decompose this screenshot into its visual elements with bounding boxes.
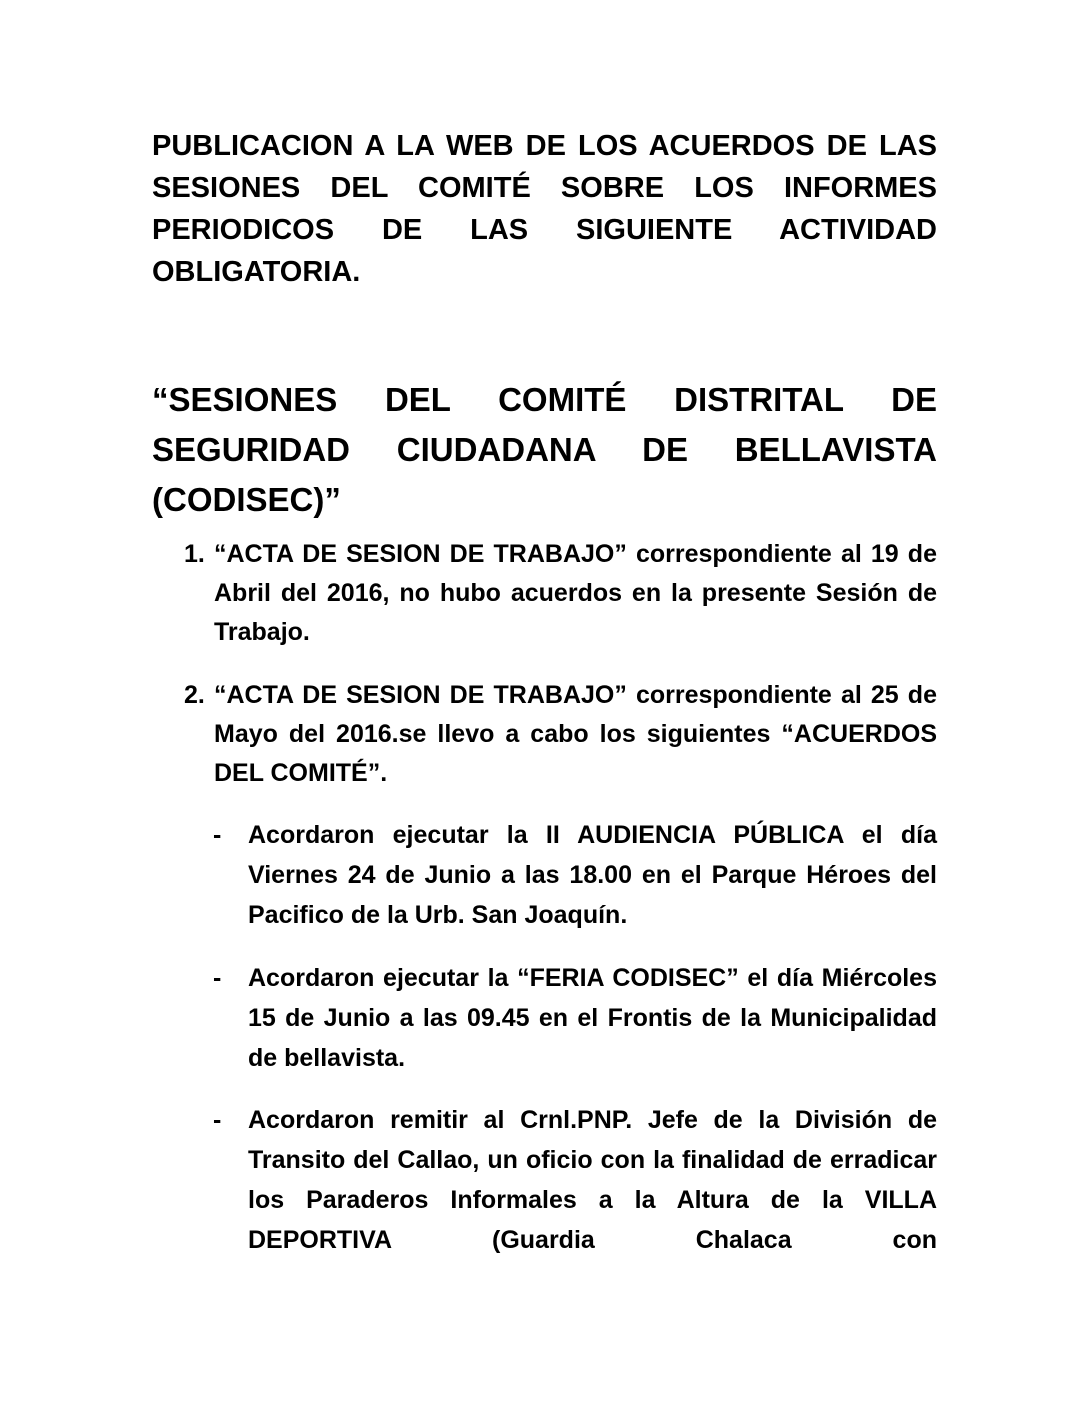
bullet-text: Acordaron ejecutar la “FERIA CODISEC” el día Miércoles 15 de Junio a las 09.45 en el Frontis de la Municipalidad de bellavista. (248, 964, 937, 1072)
bullet-marker: - (213, 1106, 222, 1134)
bullet-item (152, 815, 937, 935)
section-heading: “SESIONES DEL COMITÉ DISTRITAL DE SEGURIDAD CIUDADANA DE BELLAVISTA (CODISEC)” (152, 381, 937, 518)
list-item-text: “ACTA DE SESION DE TRABAJO” correspondiente al 25 de Mayo del 2016.se llevo a cabo los siguientes “ACUERDOS DEL COMITÉ”. (214, 681, 937, 787)
bullet-item (152, 958, 937, 1078)
list-item (152, 535, 937, 652)
list-item-number: 2. (184, 681, 205, 709)
bullet-marker: - (213, 964, 222, 992)
bullet-text: Acordaron remitir al Crnl.PNP. Jefe de la División de Transito del Callao, un oficio con la finalidad de erradicar los Paraderos Informales a la Altura de la VILLA DEPORTIVA (Guardia Chalaca con (248, 1106, 937, 1254)
list-item-text: “ACTA DE SESION DE TRABAJO” correspondiente al 19 de Abril del 2016, no hubo acuerdos en la presente Sesión de Trabajo. (214, 540, 937, 646)
bullet-marker: - (213, 821, 222, 849)
intro-paragraph: PUBLICACION A LA WEB DE LOS ACUERDOS DE LAS SESIONES DEL COMITÉ SOBRE LOS INFORMES PERIODICOS DE LAS SIGUIENTE ACTIVIDAD OBLIGATORIA. (152, 130, 937, 288)
list-item (152, 676, 937, 793)
bullet-item (152, 1100, 937, 1260)
bullet-text: Acordaron ejecutar la II AUDIENCIA PÚBLICA el día Viernes 24 de Junio a las 18.00 en el Parque Héroes del Pacifico de la Urb. San Joaquín. (248, 821, 937, 929)
list-item-number: 1. (184, 540, 205, 568)
